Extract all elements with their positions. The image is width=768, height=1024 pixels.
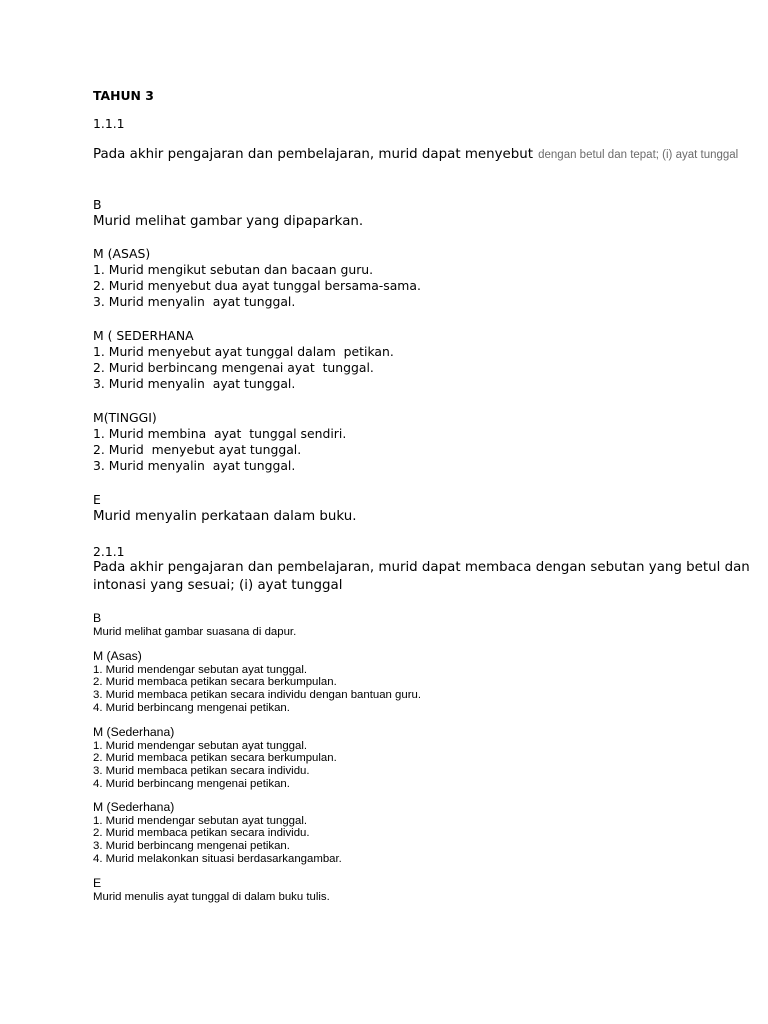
m-asas-heading-2: M (Asas): [93, 649, 142, 663]
list-item: 3. Murid membaca petikan secara individu.: [93, 764, 310, 777]
e-block-2: [93, 877, 330, 903]
m-sederhana-block-2: [93, 726, 337, 790]
objective-paragraph-2: [93, 559, 750, 595]
list-item: 4. Murid melakonkan situasi berdasarkangambar.: [93, 852, 342, 865]
list-item: 2. Murid berbincang mengenai ayat tunggal.: [93, 360, 374, 375]
list-item: 3. Murid menyalin ayat tunggal.: [93, 458, 296, 473]
objective-main: Pada akhir pengajaran dan pembelajaran, murid dapat menyebut: [93, 147, 534, 162]
e-heading: E: [93, 492, 101, 507]
list-item: 4. Murid berbincang mengenai petikan.: [93, 777, 290, 790]
list-item: 3. Murid membaca petikan secara individu dengan bantuan guru.: [93, 688, 422, 701]
objective-tail: dengan betul dan tepat; (i) ayat tunggal: [538, 149, 739, 161]
b-text: Murid melihat gambar yang dipaparkan.: [93, 214, 364, 229]
section-code: 1.1.1: [93, 116, 125, 131]
section-code-2: 2.1.1: [93, 544, 125, 559]
objective-paragraph: [93, 143, 738, 164]
m-sederhana-heading-3: M (Sederhana): [93, 800, 175, 814]
year-heading: TAHUN 3: [93, 88, 154, 103]
list-item: 2. Murid menyebut ayat tunggal.: [93, 442, 302, 457]
e-text: Murid menyalin perkataan dalam buku.: [93, 509, 357, 524]
e-heading-2: E: [93, 876, 102, 890]
list-item: 3. Murid menyalin ayat tunggal.: [93, 376, 296, 391]
b-heading-2: B: [93, 611, 102, 625]
list-item: 4. Murid berbincang mengenai petikan.: [93, 701, 290, 714]
list-item: 1. Murid membina ayat tunggal sendiri.: [93, 426, 347, 441]
m-asas-block: [93, 246, 421, 310]
list-item: 2. Murid membaca petikan secara berkumpulan.: [93, 752, 337, 765]
m-tinggi-block: [93, 410, 346, 474]
b-text-2: Murid melihat gambar suasana di dapur.: [93, 625, 297, 638]
list-item: 3. Murid menyalin ayat tunggal.: [93, 294, 296, 309]
e-text-2: Murid menulis ayat tunggal di dalam buku tulis.: [93, 890, 330, 903]
objective-line-1: Pada akhir pengajaran dan pembelajaran, murid dapat membaca dengan sebutan yang betul dan: [93, 560, 750, 575]
list-item: 3. Murid berbincang mengenai petikan.: [93, 839, 290, 852]
b-block: [93, 197, 363, 231]
list-item: 1. Murid menyebut ayat tunggal dalam petikan.: [93, 344, 394, 359]
m-sederhana-block: [93, 328, 394, 392]
m-asas-heading: M (ASAS): [93, 246, 151, 261]
list-item: 1. Murid mendengar sebutan ayat tunggal.: [93, 814, 308, 827]
list-item: 2. Murid membaca petikan secara berkumpulan.: [93, 676, 337, 689]
b-heading: B: [93, 197, 102, 212]
b-block-2: [93, 612, 296, 638]
m-tinggi-heading: M(TINGGI): [93, 410, 157, 425]
e-block: [93, 492, 356, 526]
m-sederhana-block-3: [93, 801, 342, 865]
list-item: 1. Murid mendengar sebutan ayat tunggal.: [93, 663, 308, 676]
list-item: 2. Murid menyebut dua ayat tunggal bersama-sama.: [93, 278, 421, 293]
list-item: 1. Murid mengikut sebutan dan bacaan guru.: [93, 262, 374, 277]
m-sederhana-heading: M ( SEDERHANA: [93, 328, 194, 343]
objective-line-2: intonasi yang sesuai; (i) ayat tunggal: [93, 578, 343, 593]
list-item: 2. Murid membaca petikan secara individu.: [93, 827, 310, 840]
m-asas-block-2: [93, 650, 421, 714]
list-item: 1. Murid mendengar sebutan ayat tunggal.: [93, 739, 308, 752]
m-sederhana-heading-2: M (Sederhana): [93, 725, 175, 739]
